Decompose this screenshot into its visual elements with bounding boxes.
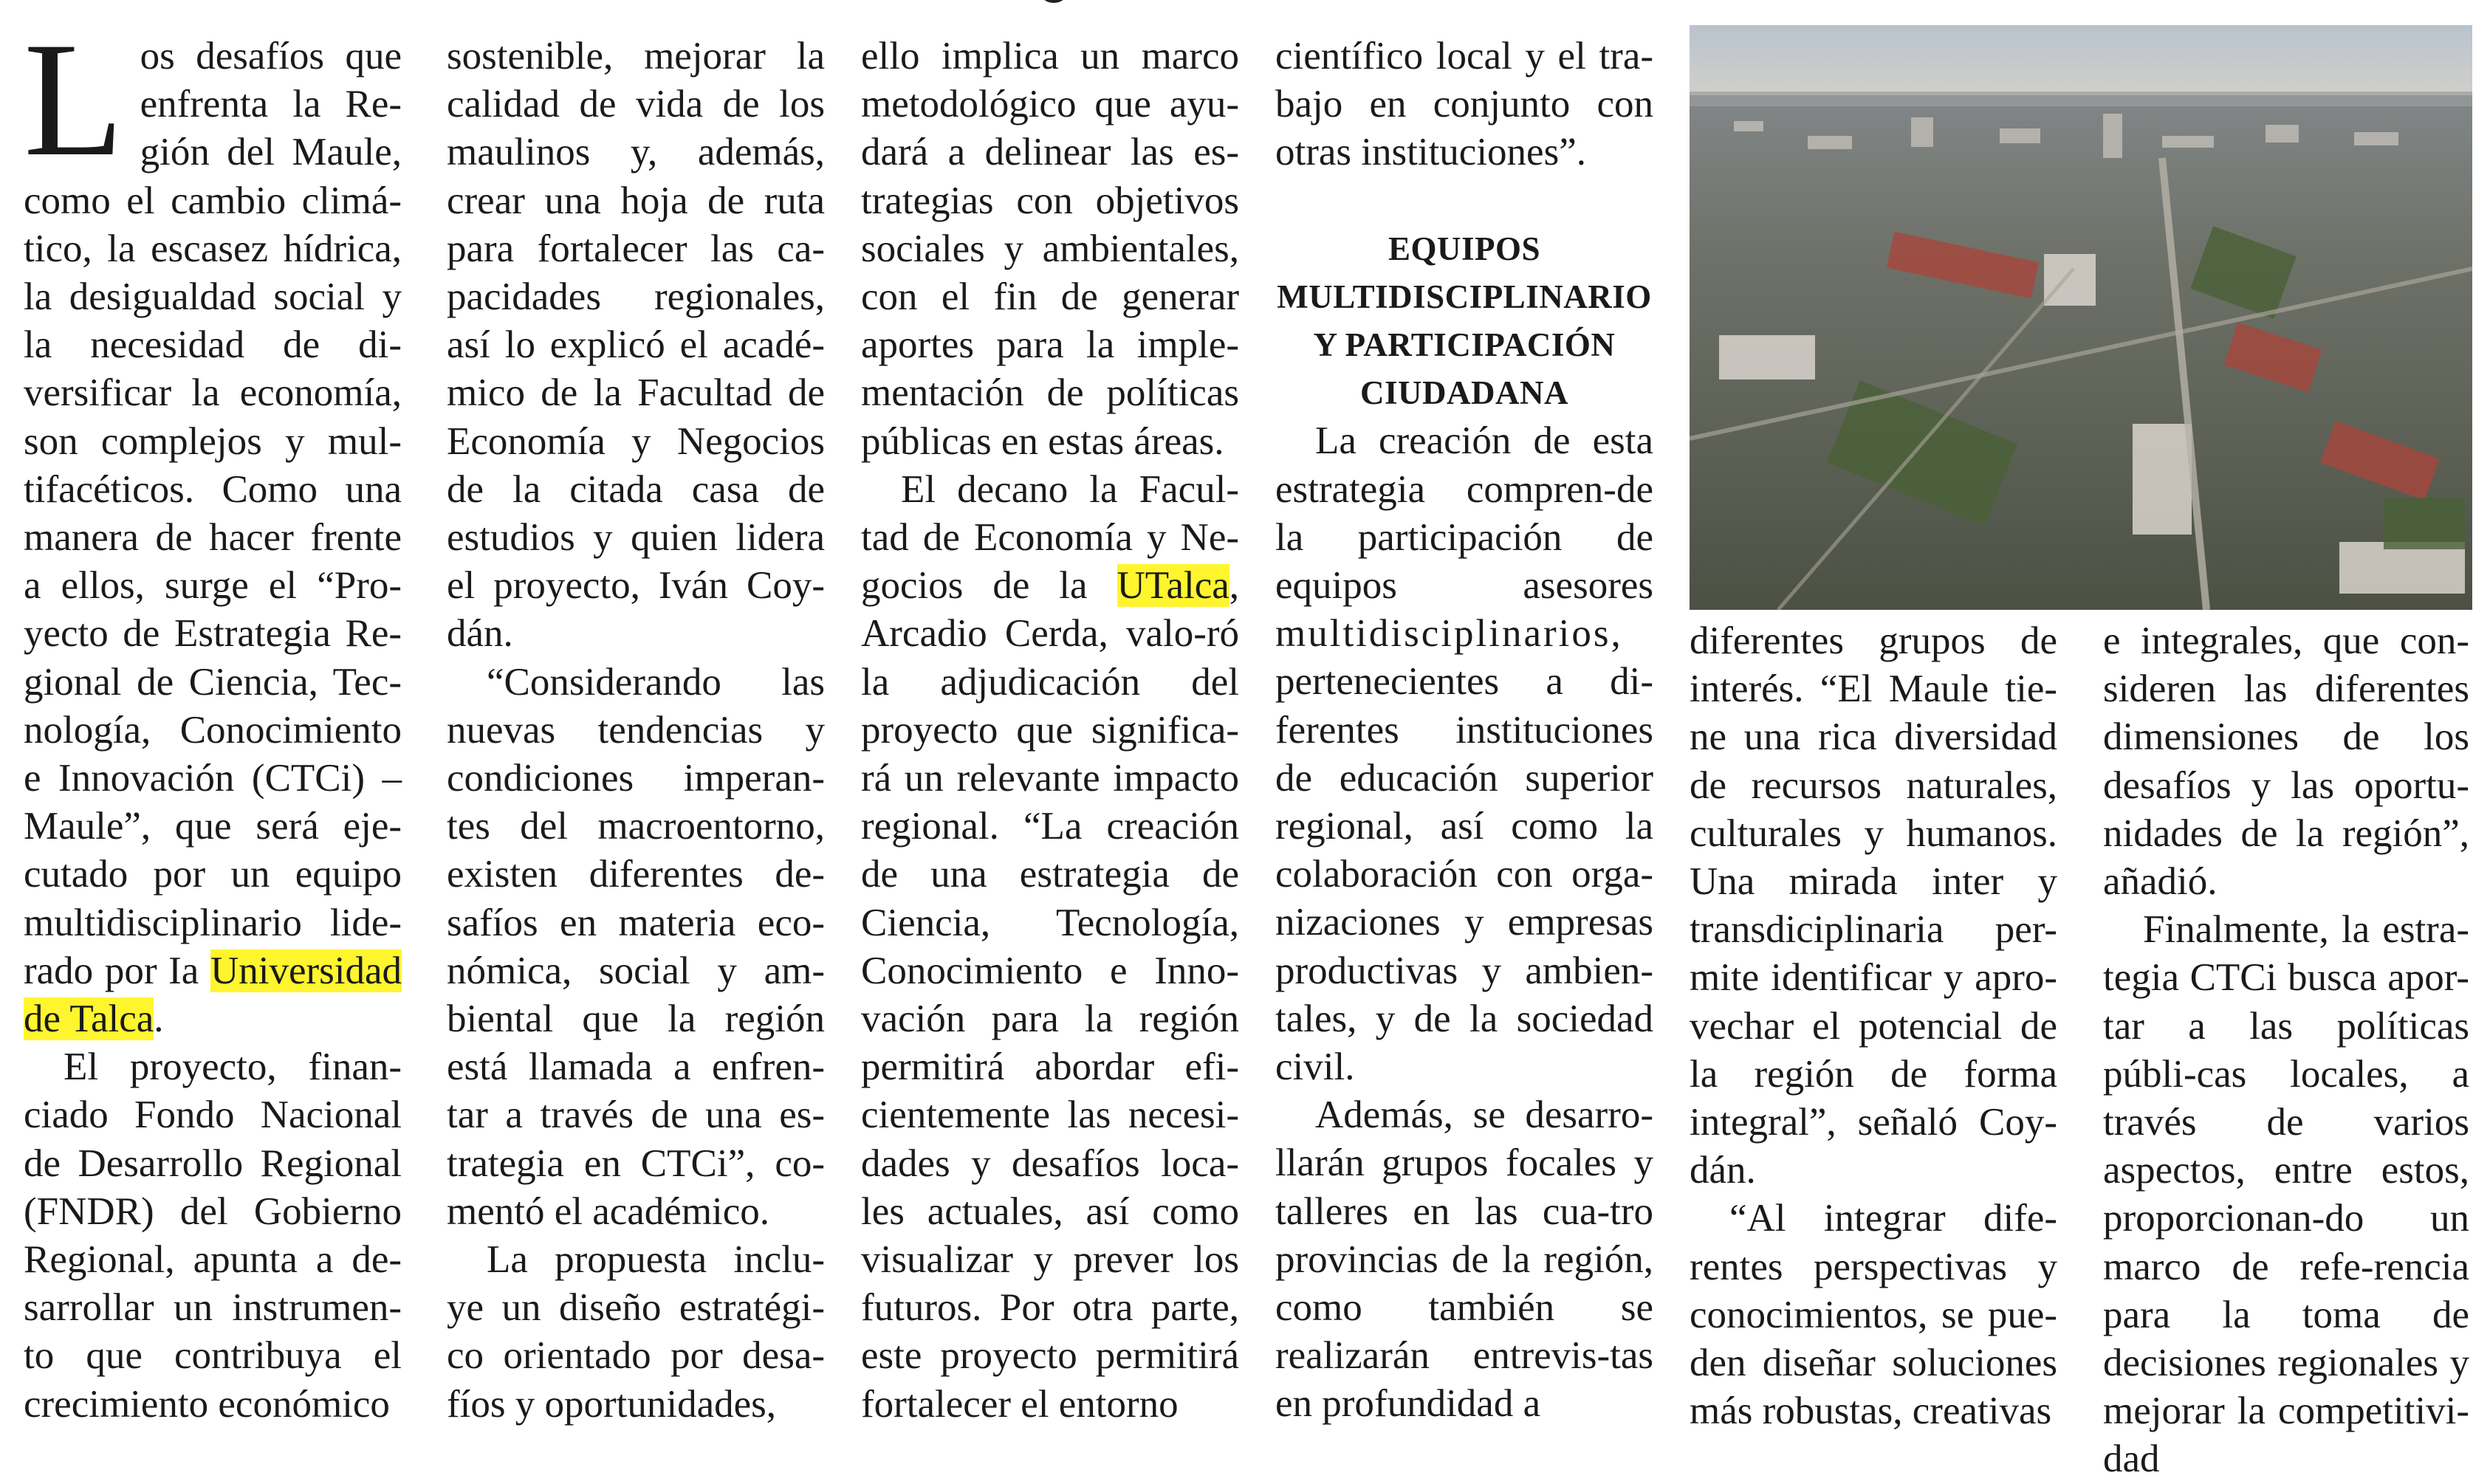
- article-column-6: [2103, 617, 2469, 1484]
- article-column-4: [1275, 32, 1653, 1429]
- paragraph: Además, se desarro-llarán grupos focales y talleres en las cua-tro provincias de la región, como también se realizarán entrevis-tas en profundidad a: [1275, 1093, 1653, 1426]
- drop-cap: L: [24, 9, 124, 190]
- article-column-1: [24, 9, 402, 1429]
- paragraph: Finalmente, la estra-tegia CTCi busca apor-tar a las políticas públi-cas locales, a través de varios aspectos, entre estos, proporcionan-do un marco de refe-rencia para la toma de decisiones regionales y mejorar la competitivi-dad: [2103, 908, 2469, 1481]
- paragraph: e integrales, que con-sideren las diferentes dimensiones de los desafíos y las oportu-nidades de la región”, añadió.: [2103, 619, 2469, 904]
- paragraph: “Al integrar dife-rentes perspectivas y conocimientos, se pue-den diseñar soluciones más robustas, creativas: [1690, 1197, 2057, 1433]
- paragraph: [24, 9, 402, 1043]
- highlighted-text: UTalca: [1117, 564, 1229, 608]
- paragraph: “Considerando las nuevas tendencias y condiciones imperan-tes del macroentorno, existen diferentes de-safíos en materia eco-nómica, social y am-biental que la región está llamada a enfren-tar a través de una es-trategia en CTCi”, co-mentó el académico.: [447, 660, 825, 1233]
- paragraph: diferentes grupos de interés. “El Maule tie-ne una rica diversidad de recursos naturales, culturales y humanos. Una mirada inter y transdiciplinaria per-mite identificar y apro-vechar el potencial de la región de forma integral”, señaló Coy-dán.: [1690, 619, 2057, 1192]
- paragraph: El proyecto, finan-ciado Fondo Nacional de Desarrollo Regional (FNDR) del Gobierno Regional, apunta a de-sarrollar un instrumen-to que contribuya el crecimiento económico: [24, 1045, 402, 1426]
- aerial-city-photo: [1690, 25, 2472, 610]
- paragraph-text: , Arcadio Cerda, valo-ró la adjudicación del proyecto que significa-rá un relevante impacto regional. “La creación de una estrategia de Ciencia, Tecnología, Conocimiento e Inno-vación para la región permitirá abordar efi-cientemente las necesi-dades y desafíos loca-les actuales, así como visualizar y prever los futuros. Por otra parte, este proyecto permitirá fortalecer el entorno: [861, 564, 1239, 1426]
- article-column-5: [1690, 617, 2057, 1435]
- paragraph-text: os desafíos que enfrenta la Re-gión del Maule, como el cambio climá-tico, la escasez hídrica, la desigualdad social y la necesidad de di-versificar la economía, son complejos y mul-tifacéticos. Como una manera de hacer frente a ellos, surge el “Pro-yecto de Estrategia Re-gional de Ciencia, Tec-nología, Conocimiento e Innovación (CTCi) – Maule”, que será eje-cutado por un equipo multidisciplinario lide-rado por Ia: [24, 35, 402, 992]
- paragraph-text: , pertenecientes a di-ferentes instituciones de educación superior regional, así como la colaboración con orga-nizaciones y empresas productivas y ambien-tales, y de la sociedad civil.: [1275, 612, 1653, 1089]
- paragraph: [1275, 417, 1653, 1091]
- paragraph: La propuesta inclu-ye un diseño estratégi-co orientado por desa-fíos y oportunidades,: [447, 1238, 825, 1426]
- section-heading: EQUIPOS MULTIDISCIPLINARIO Y PARTICIPACIÓN CIUDADANA: [1277, 230, 1652, 412]
- paragraph-text: .: [154, 997, 164, 1041]
- paragraph: ello implica un marco metodológico que ayu-dará a delinear las es-trategias con objetivos sociales y ambientales, con el fin de generar aportes para la imple-mentación de políticas públicas en estas áreas.: [861, 35, 1239, 463]
- paragraph: [861, 466, 1239, 1429]
- paragraph: sostenible, mejorar la calidad de vida de los maulinos y, además, crear una hoja de ruta para fortalecer las ca-pacidades regionales, así lo explicó el acadé-mico de la Facultad de Economía y Negocios de la citada casa de estudios y quien lidera el proyecto, Iván Coy-dán.: [447, 35, 825, 656]
- paragraph-text: La creación de esta estrategia compren-de la participación de equipos asesores: [1275, 419, 1653, 608]
- article-column-3: [861, 32, 1239, 1429]
- headline-fragment: [1038, 0, 1070, 3]
- paragraph-text: multidisciplinarios: [1275, 612, 1611, 656]
- paragraph-text: El decano la Facul-tad de Economía y Ne-gocios de la: [861, 467, 1239, 608]
- paragraph: científico local y el tra-bajo en conjunto con otras instituciones”.: [1275, 35, 1653, 174]
- highlighted-text: Universidad de Talca: [24, 949, 402, 1041]
- article-column-2: [447, 32, 825, 1429]
